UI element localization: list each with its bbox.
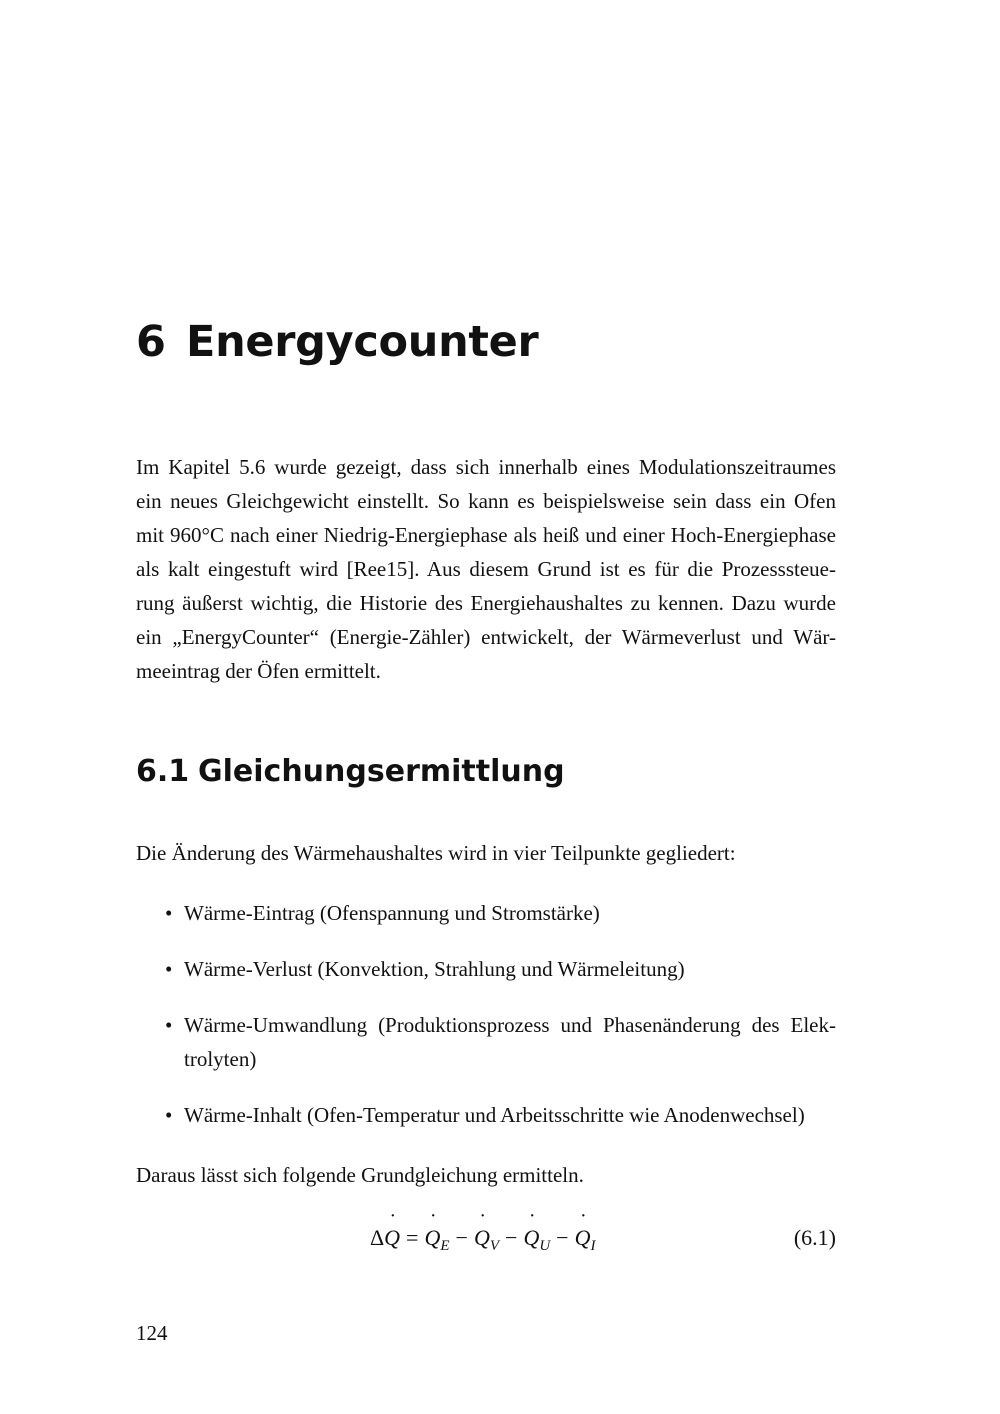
equation-subscript: I xyxy=(590,1238,596,1254)
bullet-list xyxy=(136,896,836,1154)
bullet-icon: • xyxy=(165,957,173,981)
intro-line: rung äußerst wichtig, die Historie des Energiehaushaltes zu kennen. Dazu wurde xyxy=(136,591,836,615)
list-item-text: Wärme-Inhalt (Ofen-Temperatur und Arbeitsschritte wie Anodenwechsel) xyxy=(184,1103,805,1127)
equation-delta: Δ xyxy=(370,1225,385,1250)
list-item-text: Wärme-Umwandlung (Produktionsprozess und Phasenänderung des Elek- xyxy=(184,1013,836,1037)
intro-line: ein „EnergyCounter“ (Energie-Zähler) entwickelt, der Wärmeverlust und Wär- xyxy=(136,625,836,649)
conclusion-text: Daraus lässt sich folgende Grundgleichung ermitteln. xyxy=(136,1163,584,1187)
equation-subscript: V xyxy=(489,1238,500,1254)
chapter-heading xyxy=(136,312,538,372)
list-intro-paragraph xyxy=(136,836,836,870)
section-heading xyxy=(136,750,565,794)
conclusion-paragraph xyxy=(136,1158,836,1192)
equation-minus: − xyxy=(505,1225,518,1250)
equation-q-dot: ˙ Q xyxy=(523,1218,539,1258)
equation-q-dot: ˙ Q xyxy=(474,1218,490,1258)
list-item-text: Wärme-Eintrag (Ofenspannung und Stromstärke) xyxy=(184,901,600,925)
list-item-text: trolyten) xyxy=(184,1047,257,1071)
equation-q-dot: ˙ Q xyxy=(424,1218,440,1258)
intro-line: als kalt eingestuft wird [Ree15]. Aus diesem Grund ist es für die Prozesssteue- xyxy=(136,557,836,581)
intro-paragraph xyxy=(136,450,836,688)
intro-line: Im Kapitel 5.6 wurde gezeigt, dass sich innerhalb eines Modulationszeitraumes xyxy=(136,455,836,479)
equation-q-dot: ˙ Q xyxy=(575,1218,591,1258)
bullet-icon: • xyxy=(165,1103,173,1127)
intro-line: ein neues Gleichgewicht einstellt. So kann es beispielsweise sein dass ein Ofen xyxy=(136,489,836,513)
list-intro-text: Die Änderung des Wärmehaushaltes wird in vier Teilpunkte gegliedert: xyxy=(136,841,736,865)
equation xyxy=(136,1218,836,1258)
equation-number: (6.1) xyxy=(793,1225,836,1250)
list-item xyxy=(136,896,836,930)
page-number: 124 xyxy=(136,1321,168,1345)
list-item xyxy=(136,1008,836,1076)
equation-minus: − xyxy=(556,1225,569,1250)
list-item xyxy=(136,1098,836,1132)
bullet-icon: • xyxy=(165,1013,173,1037)
chapter-title: Energycounter xyxy=(186,317,539,367)
list-item-text: Wärme-Verlust (Konvektion, Strahlung und Wärmeleitung) xyxy=(184,957,685,981)
list-item xyxy=(136,952,836,986)
equation-equals: = xyxy=(406,1225,419,1250)
section-number: 6.1 xyxy=(136,754,190,789)
equation-minus: − xyxy=(455,1225,468,1250)
equation-formula xyxy=(370,1218,595,1258)
equation-q-dot: ˙ Q xyxy=(384,1218,400,1258)
equation-subscript: E xyxy=(440,1238,450,1254)
intro-line: mit 960°C nach einer Niedrig-Energiephase als heiß und einer Hoch-Energiephase xyxy=(136,523,836,547)
intro-line: meeintrag der Öfen ermittelt. xyxy=(136,659,381,683)
equation-subscript: U xyxy=(539,1238,551,1254)
chapter-number: 6 xyxy=(136,317,166,367)
section-title: Gleichungsermittlung xyxy=(198,754,565,789)
bullet-icon: • xyxy=(165,901,173,925)
